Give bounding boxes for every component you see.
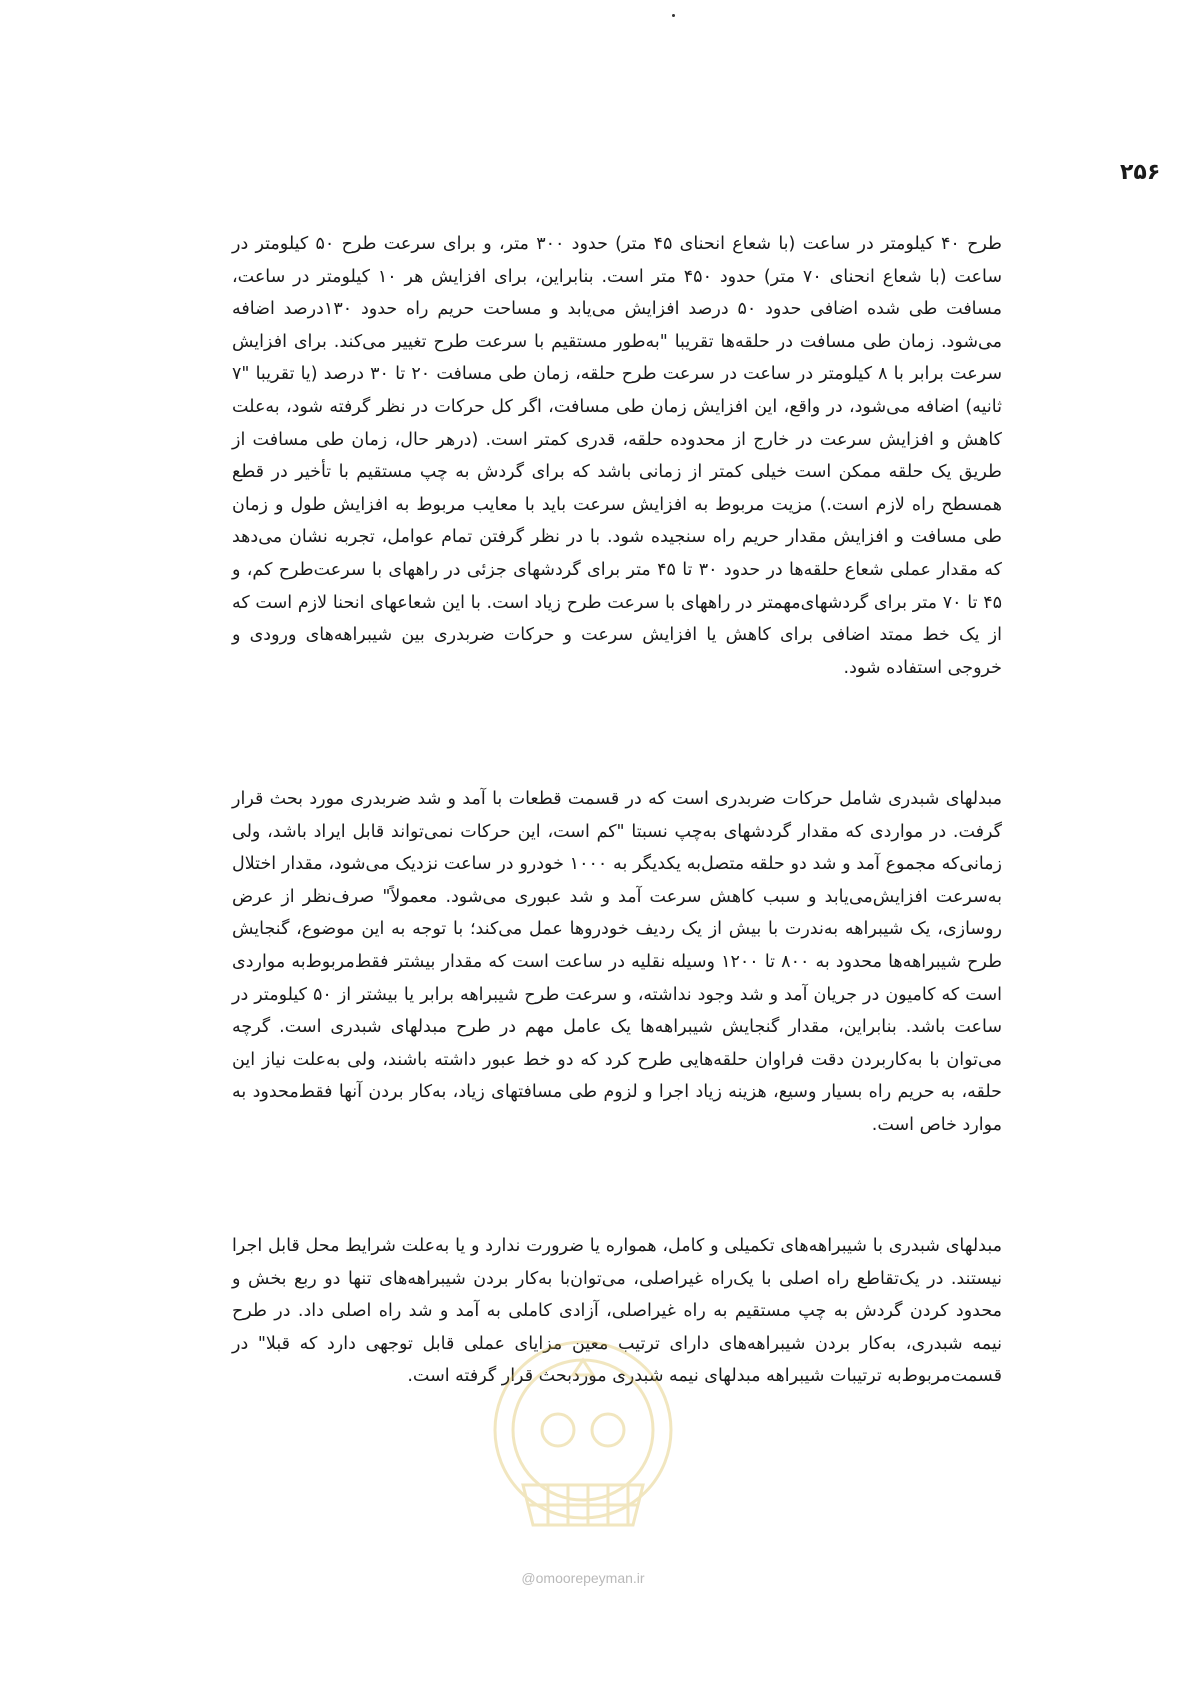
paragraph-2: مبدلهای شبدری شامل حرکات ضربدری است که در قسمت قطعات با آمد و شد ضربدری مورد بحث قرار گرفت. در مواردی که مقدار گردشهای به‌چپ نسبتا "کم است، این حرکات نمی‌تواند قابل ایراد باشد، ولی زمانی‌که مجموع آمد و شد دو حلقه متصل‌به یکدیگر به ۱۰۰۰ خودرو در ساعت نزدیک می‌شود، مقدار اختلال به‌سرعت افزایش‌می‌یابد و سبب کاهش سرعت آمد و شد عبوری می‌شود. معمولاً" صرف‌نظر از عرض روسازی، یک شیبراهه به‌ندرت با بیش از یک ردیف خودروها عمل می‌کند؛ با توجه به این موضوع، گنجایش طرح شیبراهه‌ها محدود به ۸۰۰ تا ۱۲۰۰ وسیله نقلیه در ساعت است که مقدار بیشتر فقط‌مربوط‌به مواردی است که کامیون در جریان آمد و شد وجود نداشته، و سرعت طرح شیبراهه برابر یا بیشتر از ۵۰ کیلومتر در ساعت باشد. بنابراین، مقدار گنجایش شیبراهه‌ها یک عامل مهم در طرح مبدلهای شبدری است. گرچه می‌توان با به‌کاربردن دقت فراوان حلقه‌هایی طرح کرد که دو خط عبور داشته باشند، ولی به‌علت نیاز این حلقه، به حریم راه بسیار وسیع، هزینه زیاد اجرا و لزوم طی مسافتهای زیاد، به‌کار بردن آنها فقط‌محدود به موارد خاص است. — [232, 789, 1003, 1135]
page-number: ۲۵۶ — [1120, 160, 1161, 185]
paragraph-1: طرح ۴۰ کیلومتر در ساعت (با شعاع انحنای ۴۵ متر) حدود ۳۰۰ متر، و برای سرعت طرح ۵۰ کیلومتر در ساعت (با شعاع انحنای ۷۰ متر) حدود ۴۵۰ متر است. بنابراین، برای افزایش هر ۱۰ کیلومتر در ساعت، مسافت طی شده اضافی حدود ۵۰ درصد افزایش می‌یابد و مساحت حریم راه حدود ۱۳۰درصد اضافه می‌شود. زمان طی مسافت در حلقه‌ها تقریبا "به‌طور مستقیم با سرعت طرح تغییر می‌کند. برای افزایش سرعت برابر با ۸ کیلومتر در ساعت در سرعت طرح حلقه، زمان طی مسافت ۲۰ تا ۳۰ درصد (یا تقریبا "۷ ثانیه) اضافه می‌شود، در واقع، این افزایش زمان طی مسافت، اگر کل حرکات در نظر گرفته شود، به‌علت کاهش و افزایش سرعت در خارج از محدوده حلقه، قدری کمتر است. (درهر حال، زمان طی مسافت از طریق یک حلقه ممکن است خیلی کمتر از زمانی باشد که برای گردش به چپ مستقیم با تأخیر در قطع همسطح راه لازم است.) مزیت مربوط به افزایش سرعت باید با معایب مربوط به افزایش طول و زمان طی مسافت و افزایش مقدار حریم راه سنجیده شود. با در نظر گرفتن تمام عوامل، تجربه نشان می‌دهد که مقدار عملی شعاع حلقه‌ها در حدود ۳۰ تا ۴۵ متر برای گردشهای جزئی در راههای با سرعت‌طرح کم، و ۴۵ تا ۷۰ متر برای گردشهای‌مهمتر در راههای با سرعت طرح زیاد است. با این شعاعهای انحنا لازم است که از یک خط ممتد اضافی برای کاهش یا افزایش سرعت و حرکات ضربدری بین شیبراهه‌های ورودی و خروجی استفاده شود. — [232, 234, 1003, 678]
paragraph-3: مبدلهای شبدری با شیبراهه‌های تکمیلی و کامل، همواره یا ضرورت ندارد و یا به‌علت شرایط محل قابل اجرا نیستند. در یک‌تقاطع راه اصلی با یک‌راه غیراصلی، می‌توان‌با به‌کار بردن شیبراهه‌های تنها دو ربع بخش و محدود کردن گردش به چپ مستقیم به راه غیراصلی، آزادی کاملی به آمد و شد راه اصلی داد. در طرح نیمه شبدری، به‌کار بردن شیبراهه‌های دارای ترتیب معین مزایای عملی قابل توجهی دارد که قبلا" در قسمت‌مربوط‌به ترتیبات شیبراهه مبدلهای نیمه شبدری موردبحث قرار گرفته است. — [232, 1236, 1002, 1387]
watermark-url: @omoorepeyman.ir — [521, 1570, 645, 1586]
watermark-logo-icon — [488, 1335, 678, 1565]
scan-speck — [672, 14, 675, 17]
